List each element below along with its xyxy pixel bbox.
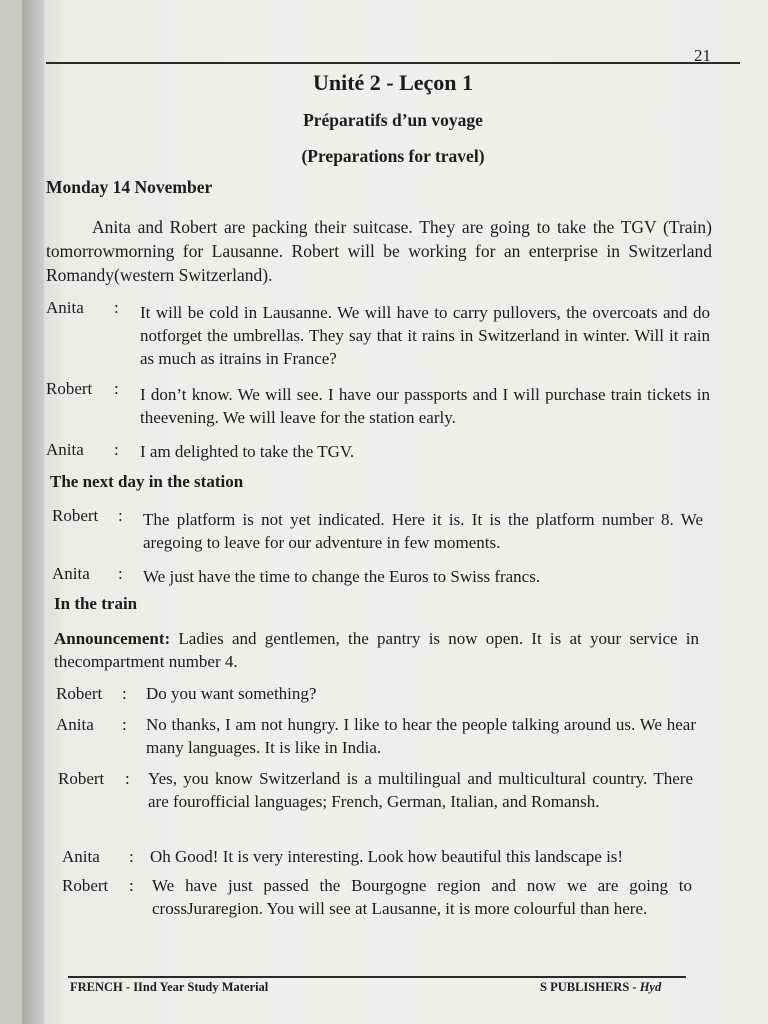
speaker-colon: : (122, 684, 127, 703)
speaker-name: Anita (46, 440, 84, 459)
speaker-name: Anita (52, 564, 90, 583)
document-page (22, 0, 768, 1024)
section-heading-station: The next day in the station (50, 472, 244, 491)
dialogue-text: We have just passed the Bourgogne region and now we are going to crossJuraregion. You will see at Lausanne, it is more colourful than here. (152, 876, 692, 918)
speaker-name: Robert (58, 769, 105, 788)
speaker-name: Anita (62, 847, 100, 866)
dialogue-text: It will be cold in Lausanne. We will have to carry pullovers, the overcoats and do notforget the umbrellas. They say that it rains in Switzerland in winter. Will it rain as much as itrains in France? (140, 303, 710, 368)
section-heading-train: In the train (54, 594, 138, 613)
speaker-name: Robert (62, 876, 109, 895)
announcement-text: Ladies and gentlemen, the pantry is now open. It is at your service in thecompartment number 4. (54, 629, 699, 671)
footer-book-title: FRENCH - IInd Year Study Material (70, 980, 269, 994)
speaker-colon: : (129, 876, 134, 895)
speaker-name: Anita (46, 298, 84, 317)
lesson-subtitle: Préparatifs d’un voyage (303, 110, 483, 130)
lesson-subtitle-english: (Preparations for travel) (301, 146, 485, 166)
speaker-name: Anita (56, 715, 94, 734)
announcement (54, 627, 699, 673)
date-heading: Monday 14 November (46, 177, 213, 197)
speaker-name: Robert (46, 379, 93, 398)
dialogue-text: Do you want something? (146, 684, 317, 703)
intro-paragraph: Anita and Robert are packing their suitcase. They are going to take the TGV (Train) tomorrowmorning for Lausanne. Robert will be working for an enterprise in Switzerland Romandy(western Switzerland). (46, 217, 712, 285)
speaker-colon: : (114, 379, 119, 398)
dialogue-text: Oh Good! It is very interesting. Look how beautiful this landscape is! (150, 847, 624, 866)
speaker-colon: : (118, 564, 123, 583)
page-number: 21 (694, 46, 711, 65)
lesson-title: Unité 2 - Leçon 1 (312, 70, 474, 95)
speaker-colon: : (118, 506, 123, 525)
dialogue-text: No thanks, I am not hungry. I like to hear the people talking around us. We hear many languages. It is like in India. (146, 715, 696, 757)
dialogue-text: I am delighted to take the TGV. (140, 442, 355, 461)
dialogue-text: Yes, you know Switzerland is a multilingual and multicultural country. There are fourofficial languages; French, German, Italian, and Romansh. (148, 769, 693, 811)
speaker-colon: : (125, 769, 130, 788)
announcement-label: Announcement: (54, 629, 171, 648)
dialogue-text: We just have the time to change the Euros to Swiss francs. (143, 567, 541, 586)
speaker-name: Robert (52, 506, 99, 525)
speaker-colon: : (114, 298, 119, 317)
footer-rule (68, 976, 686, 978)
speaker-colon: : (114, 440, 119, 459)
dialogue-text: The platform is not yet indicated. Here it is. It is the platform number 8. We aregoing to leave for our adventure in few moments. (143, 510, 703, 552)
speaker-colon: : (129, 847, 134, 866)
speaker-colon: : (122, 715, 127, 734)
footer-publisher: S PUBLISHERS - Hyd (540, 980, 662, 994)
speaker-name: Robert (56, 684, 103, 703)
dialogue-text: I don’t know. We will see. I have our passports and I will purchase train tickets in theevening. We will leave for the station early. (140, 385, 710, 427)
